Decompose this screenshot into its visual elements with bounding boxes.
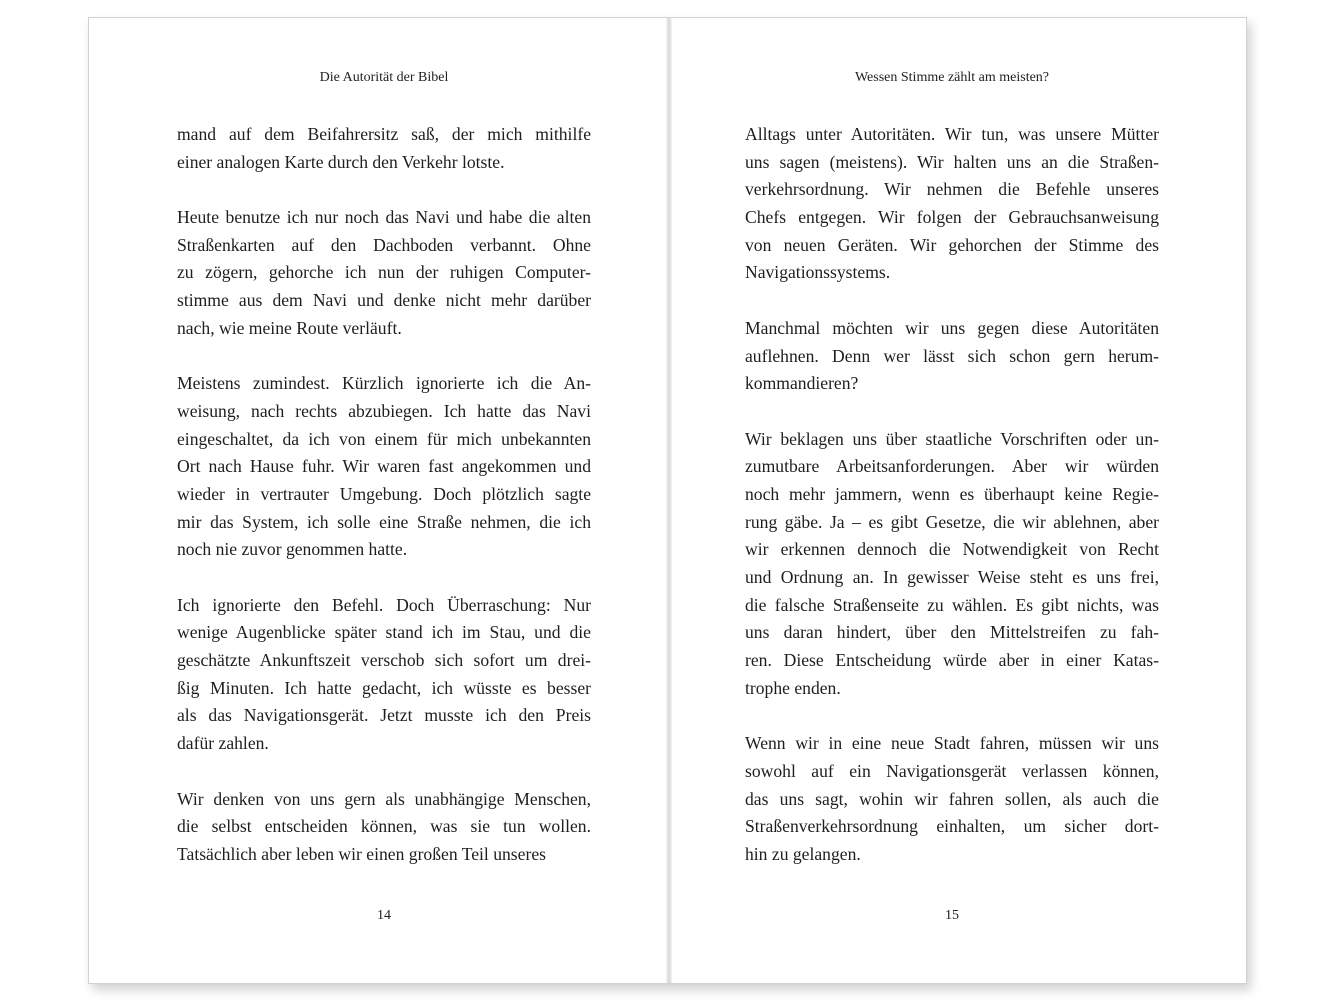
running-head: Wessen Stimme zählt am meisten? [854, 70, 1050, 85]
text-line: Meistens zumindest. Kürzlich ignorierte ich die An- [177, 373, 591, 394]
page-number: 14 [377, 908, 391, 923]
text-line: Heute benutze ich nur noch das Navi und habe die alten [177, 207, 591, 228]
paragraph [177, 204, 591, 342]
paragraph [745, 730, 1159, 868]
text-line: uns sagen (meistens). Wir halten uns an die Straßen- [745, 151, 1159, 172]
text-line: Chefs entgegen. Wir folgen der Gebrauchsanweisung [745, 207, 1159, 228]
text-line: Wir denken von uns gern als unabhängige Menschen, [177, 788, 591, 809]
text-line: als das Navigationsgerät. Jetzt musste ich den Preis [177, 705, 591, 726]
body-text [745, 121, 1159, 896]
text-line: wir erkennen dennoch die Notwendigkeit von Recht [745, 539, 1159, 560]
text-line: Wir beklagen uns über staatliche Vorschriften oder un- [745, 428, 1159, 449]
book-spread [88, 17, 1247, 984]
text-line: Straßenverkehrsordnung einhalten, um sicher dort- [745, 816, 1159, 837]
text-line: mand auf dem Beifahrersitz saß, der mich mithilfe [177, 124, 591, 144]
book-gutter [666, 18, 672, 983]
text-line: ren. Diese Entscheidung würde aber in einer Katas- [745, 650, 1159, 671]
text-line: rung gäbe. Ja – es gibt Gesetze, die wir ablehnen, aber [745, 511, 1159, 532]
paragraph [745, 121, 1159, 287]
text-line: verkehrsordnung. Wir nehmen die Befehle unseres [745, 179, 1159, 200]
page-number: 15 [945, 908, 959, 923]
paragraph [177, 786, 591, 869]
text-line: die selbst entscheiden können, was sie tun wollen. [177, 816, 591, 837]
text-line: und Ordnung an. In gewisser Weise steht es uns frei, [745, 567, 1159, 587]
text-line: Ich ignorierte den Befehl. Doch Überraschung: Nur [177, 594, 591, 615]
text-line: die falsche Straßenseite zu wählen. Es gibt nichts, was [745, 594, 1159, 615]
text-line: eingeschaltet, da ich von einem für mich unbekannten [177, 428, 591, 449]
left-page [177, 18, 591, 983]
text-line: geschätzte Ankunftszeit verschob sich sofort um drei- [177, 650, 591, 671]
text-line: das uns sagt, wohin wir fahren sollen, als auch die [745, 788, 1159, 809]
text-line: trophe enden. [745, 677, 841, 698]
text-line: noch nie zuvor genommen hatte. [177, 539, 408, 560]
text-line: noch mehr jammern, wenn es überhaupt keine Regie- [745, 483, 1159, 504]
paragraph [177, 121, 591, 176]
text-line: weisung, nach rechts abzubiegen. Ich hatte das Navi [177, 400, 591, 421]
text-line: Ort nach Hause fuhr. Wir waren fast angekommen und [177, 456, 591, 477]
text-line: sowohl auf ein Navigationsgerät verlassen können, [745, 760, 1159, 781]
text-line: kommandieren? [745, 373, 859, 394]
text-line: Manchmal möchten wir uns gegen diese Autoritäten [745, 317, 1159, 338]
running-head: Die Autorität der Bibel [319, 70, 449, 85]
right-page [745, 18, 1159, 983]
text-line: stimme aus dem Navi und denke nicht mehr darüber [177, 290, 591, 311]
text-line: ßig Minuten. Ich hatte gedacht, ich wüsste es besser [177, 677, 591, 698]
text-line: hin zu gelangen. [745, 843, 861, 864]
paragraph [177, 370, 591, 564]
text-line: wenige Augenblicke später stand ich im Stau, und die [177, 622, 591, 643]
text-line: auflehnen. Denn wer lässt sich schon gern herum- [745, 345, 1159, 366]
text-line: Navigationssystems. [745, 262, 891, 283]
text-line: wieder in vertrauter Umgebung. Doch plötzlich sagte [177, 483, 591, 504]
text-line: einer analogen Karte durch den Verkehr lotste. [177, 151, 505, 172]
text-line: Tatsächlich aber leben wir einen großen Teil unseres [177, 843, 546, 864]
text-line: nach, wie meine Route verläuft. [177, 317, 402, 338]
text-line: Wenn wir in eine neue Stadt fahren, müssen wir uns [745, 733, 1159, 754]
body-text [177, 121, 591, 896]
text-line: von neuen Geräten. Wir gehorchen der Stimme des [745, 234, 1159, 255]
paragraph [745, 426, 1159, 703]
text-line: zumutbare Arbeitsanforderungen. Aber wir würden [745, 456, 1159, 477]
text-line: dafür zahlen. [177, 733, 269, 754]
text-line: Straßenkarten auf den Dachboden verbannt. Ohne [177, 234, 591, 255]
text-line: zu zögern, gehorche ich nun der ruhigen Computer- [177, 262, 591, 283]
text-line: uns daran hindert, über den Mittelstreifen zu fah- [745, 622, 1159, 643]
paragraph [745, 315, 1159, 398]
text-line: Alltags unter Autoritäten. Wir tun, was unsere Mütter [745, 124, 1159, 144]
text-line: mir das System, ich solle eine Straße nehmen, die ich [177, 511, 591, 532]
paragraph [177, 592, 591, 758]
